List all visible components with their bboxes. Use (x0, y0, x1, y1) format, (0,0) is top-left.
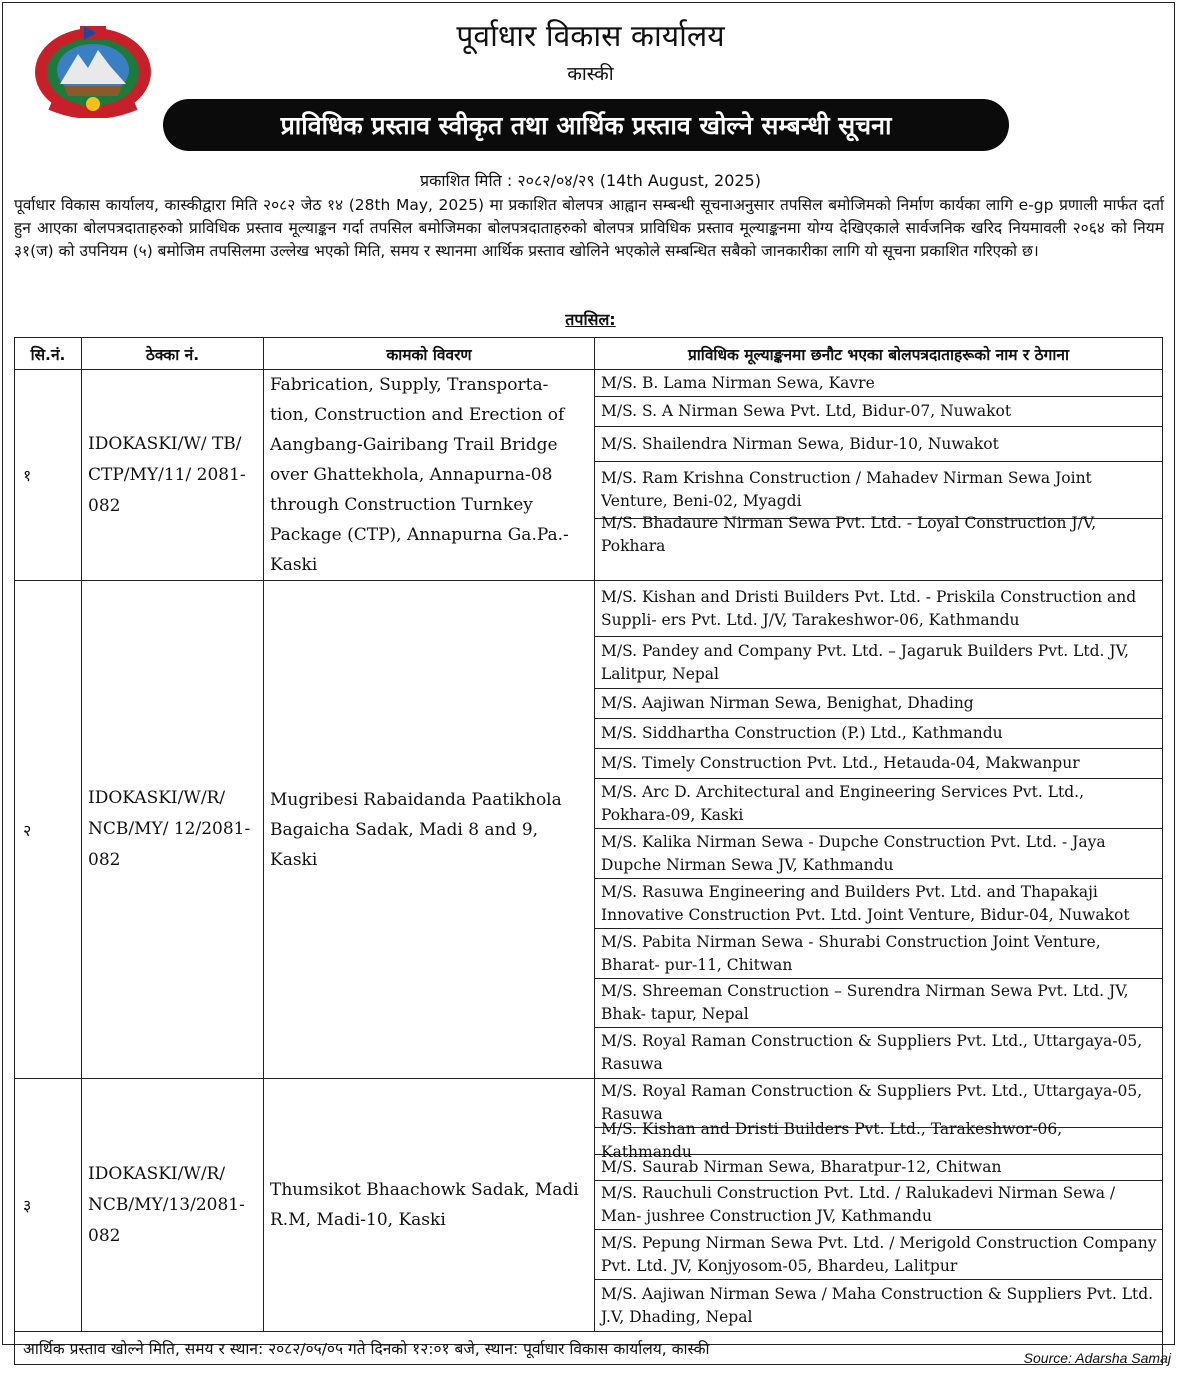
bidder-item: M/S. Siddhartha Construction (P.) Ltd., Kathmandu (595, 719, 1162, 749)
header-sn: सि.नं. (15, 338, 82, 370)
office-name: पूर्वाधार विकास कार्यालय (456, 19, 725, 54)
bidder-item: M/S. Shreeman Construction – Surendra Nirman Sewa Pvt. Ltd. JV, Bhak- tapur, Nepal (595, 979, 1162, 1028)
bidder-item: M/S. Rauchuli Construction Pvt. Ltd. / Ralukadevi Nirman Sewa / Man- jushree Construction JV, Kathmandu (595, 1181, 1162, 1230)
bidder-item: M/S. Pepung Nirman Sewa Pvt. Ltd. / Merigold Construction Company Pvt. Ltd. JV, Konjyosom-05, Bhardeu, Lalitpur (595, 1230, 1162, 1280)
bidder-item: M/S. Bhadaure Nirman Sewa Pvt. Ltd. - Loyal Construction J/V, Pokhara (601, 514, 1097, 555)
bidder-item: M/S. Timely Construction Pvt. Ltd., Hetauda-04, Makwanpur (595, 749, 1162, 779)
header-contract-no: ठेक्का नं. (82, 338, 264, 370)
intro-paragraph: पूर्वाधार विकास कार्यालय, कास्कीद्वारा मिति २०८२ जेठ १४ (28th May, 2025) मा प्रकाशित बोलपत्र आह्वान सम्बन्धी सूचनाअनुसार तपसिल बमोजिमको निर्माण कार्यका लागि e-gp प्रणाली मार्फत दर्ता हुन आएका बोलपत्रदाताहरुको प्राविधिक प्रस्ताव मूल्याङ्कन गर्दा तपसिल बमोजिमका बोलपत्रदाताहरुको बोलपत्र प्राविधिक प्रस्ताव मूल्याङ्कनमा योग्य देखिएकाले सार्वजनिक खरिद नियमावली २०६४ को नियम ३१(ज) को उपनियम (५) बमोजिम तपसिलमा उल्लेख भएको मिति, समय र स्थानमा आर्थिक प्रस्ताव खोलिने भएकोले सम्बन्धित सबैको जानकारीका लागि यो सूचना प्रकाशित गरिएको छ। (14, 196, 1164, 260)
bidders-table (14, 337, 1163, 1365)
bidder-item: M/S. Pandey and Company Pvt. Ltd. – Jagaruk Builders Pvt. Ltd. JV, Lalitpur, Nepal (595, 637, 1162, 689)
bidder-item: M/S. S. A Nirman Sewa Pvt. Ltd, Bidur-07, Nuwakot (595, 397, 1162, 427)
publish-date: प्रकाशित मिति : २०८२/०४/२९ (14th August, 2025) (420, 171, 761, 190)
bidder-item: M/S. Kishan and Dristi Builders Pvt. Ltd. - Priskila Construction and Suppli- ers Pvt. Ltd. J/V, Tarakeshwor-06, Kathmandu (595, 581, 1162, 637)
bidder-item: M/S. Saurab Nirman Sewa, Bharatpur-12, Chitwan (595, 1155, 1162, 1181)
bidder-item: M/S. Pabita Nirman Sewa - Shurabi Construction Joint Venture, Bharat- pur-11, Chitwan (595, 929, 1162, 979)
bidder-item: M/S. Ram Krishna Construction / Mahadev Nirman Sewa Joint Venture, Beni-02, Myagdi (595, 462, 1162, 519)
row-work-description: Fabrication, Supply, Transporta- tion, Construction and Erection of Aangbang-Gairibang Trail Bridge over Ghattekhola, Annapurna-08 through Construction Turnkey Package (CTP), Annapurna Ga.Pa.-Kaski (264, 370, 595, 581)
bidder-item: M/S. Kalika Nirman Sewa - Dupche Construction Pvt. Ltd. - Jaya Dupche Nirman Sewa JV, Kathmandu (595, 829, 1162, 879)
bidder-item: M/S. Arc D. Architectural and Engineering Services Pvt. Ltd., Pokhara-09, Kaski (595, 779, 1162, 829)
source-credit: Source: Adarsha Samaj (1023, 1350, 1171, 1366)
bidder-item: M/S. Kishan and Dristi Builders Pvt. Ltd., Tarakeshwor-06, Kathmandu (595, 1128, 1162, 1155)
bidder-item: M/S. Rasuwa Engineering and Builders Pvt. Ltd. and Thapakaji Innovative Construction Pvt. Ltd. Joint Venture, Bidur-04, Nuwakot (595, 879, 1162, 929)
bidder-item: M/S. B. Lama Nirman Sewa, Kavre (595, 370, 1162, 397)
row-contract-no: IDOKASKI/W/R/ NCB/MY/13/2081- 082 (82, 1079, 264, 1332)
row-contract-no: IDOKASKI/W/R/ NCB/MY/ 12/2081- 082 (82, 581, 264, 1079)
header-bidders: प्राविधिक मूल्याङ्कनमा छनौट भएका बोलपत्रदाताहरूको नाम र ठेगाना (595, 338, 1163, 370)
row-bidders (595, 581, 1163, 1079)
table-header-row (15, 338, 1163, 370)
bidder-item: M/S. Aajiwan Nirman Sewa / Maha Construction & Suppliers Pvt. Ltd. J.V, Dhading, Nepal (601, 1284, 1154, 1326)
bidder-item: M/S. Shailendra Nirman Sewa, Bidur-10, Nuwakot (595, 427, 1162, 462)
row-bidders (595, 1079, 1163, 1332)
row-contract-no: IDOKASKI/W/ TB/ CTP/MY/11/ 2081-082 (82, 370, 264, 581)
district-name: कास्की (567, 63, 614, 85)
table-row (15, 370, 1163, 581)
financial-proposal-opening-info: आर्थिक प्रस्ताव खोल्ने मिति, समय र स्थान: २०८२/०५/०५ गते दिनको १२:०१ बजे, स्थान: पूर्वाधार विकास कार्यालय, कास्की (15, 1332, 1163, 1365)
header-work-description: कामको विवरण (264, 338, 595, 370)
row-work-description: Thumsikot Bhaachowk Sadak, Madi R.M, Madi-10, Kaski (264, 1079, 595, 1332)
table-row (15, 1079, 1163, 1332)
notice-title: प्राविधिक प्रस्ताव स्वीकृत तथा आर्थिक प्रस्ताव खोल्ने सम्बन्धी सूचना (163, 99, 1009, 151)
details-label: तपसिल: (565, 310, 616, 329)
bidder-item: M/S. Aajiwan Nirman Sewa, Benighat, Dhading (595, 689, 1162, 719)
table-row (15, 581, 1163, 1079)
row-work-description: Mugribesi Rabaidanda Paatikhola Bagaicha Sadak, Madi 8 and 9, Kaski (264, 581, 595, 1079)
row-sn: १ (15, 370, 82, 581)
table-footer-row (15, 1332, 1163, 1365)
bidder-item: M/S. Royal Raman Construction & Suppliers Pvt. Ltd., Uttargaya-05, Rasuwa (601, 1032, 1143, 1073)
row-bidders (595, 370, 1163, 581)
bidder-item: M/S. Royal Raman Construction & Suppliers Pvt. Ltd., Uttargaya-05, Rasuwa (595, 1079, 1162, 1128)
row-sn: ३ (15, 1079, 82, 1332)
row-sn: २ (15, 581, 82, 1079)
